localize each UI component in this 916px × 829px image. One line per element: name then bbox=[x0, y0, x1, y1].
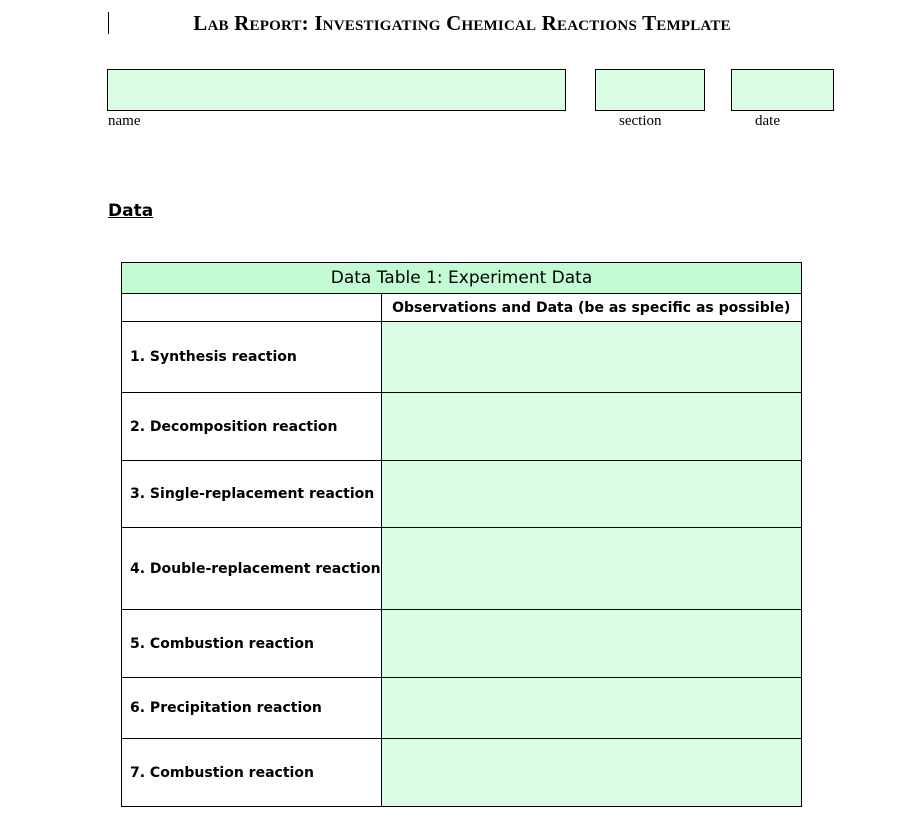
name-label: name bbox=[108, 113, 141, 129]
row-label-synthesis: 1. Synthesis reaction bbox=[122, 322, 382, 393]
table-row bbox=[122, 739, 802, 807]
table-header-blank-cell bbox=[122, 294, 382, 322]
data-section-heading: Data bbox=[108, 201, 154, 221]
observations-column-header: Observations and Data (be as specific as possible) bbox=[381, 294, 801, 322]
date-label: date bbox=[755, 113, 780, 129]
row-label-combustion: 5. Combustion reaction bbox=[122, 610, 382, 678]
table-row bbox=[122, 393, 802, 461]
row-label-decomposition: 2. Decomposition reaction bbox=[122, 393, 382, 461]
row-label-precipitation: 6. Precipitation reaction bbox=[122, 678, 382, 739]
observation-cell-precipitation[interactable] bbox=[381, 678, 801, 739]
table-row bbox=[122, 610, 802, 678]
section-field[interactable] bbox=[595, 69, 705, 111]
name-field[interactable] bbox=[107, 69, 566, 111]
table-row bbox=[122, 678, 802, 739]
observation-cell-double-replacement[interactable] bbox=[381, 528, 801, 610]
table-row bbox=[122, 322, 802, 393]
experiment-data-table bbox=[121, 262, 802, 807]
row-label-single-replacement: 3. Single-replacement reaction bbox=[122, 461, 382, 528]
observation-cell-single-replacement[interactable] bbox=[381, 461, 801, 528]
row-label-double-replacement: 4. Double-replacement reaction bbox=[122, 528, 382, 610]
observation-cell-synthesis[interactable] bbox=[381, 322, 801, 393]
observation-cell-combustion-2[interactable] bbox=[381, 739, 801, 807]
date-field[interactable] bbox=[731, 69, 834, 111]
table-row bbox=[122, 461, 802, 528]
table-row bbox=[122, 528, 802, 610]
row-label-combustion-2: 7. Combustion reaction bbox=[122, 739, 382, 807]
observation-cell-decomposition[interactable] bbox=[381, 393, 801, 461]
section-label: section bbox=[619, 113, 662, 129]
observation-cell-combustion[interactable] bbox=[381, 610, 801, 678]
document-title: Lab Report: Investigating Chemical Reactions Template bbox=[193, 11, 731, 35]
table-caption: Data Table 1: Experiment Data bbox=[122, 263, 802, 294]
